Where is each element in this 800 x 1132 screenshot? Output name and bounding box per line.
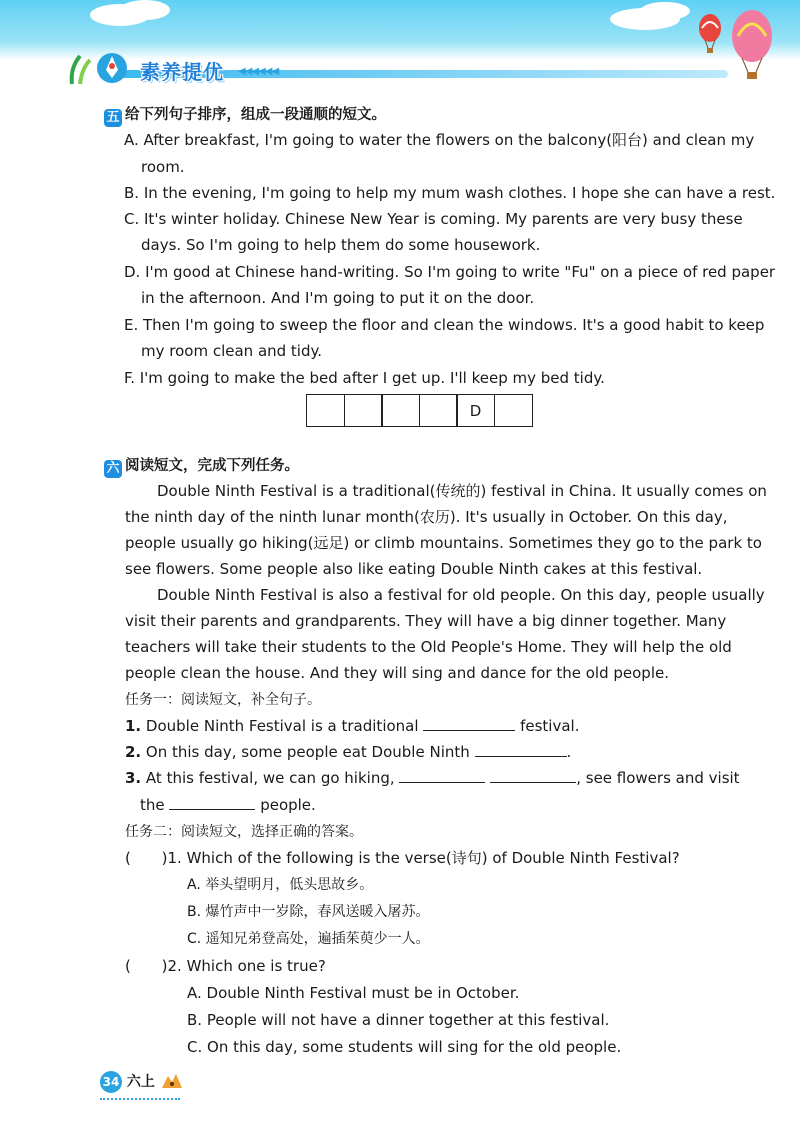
section-banner (68, 56, 728, 82)
rocket-icon (68, 50, 132, 86)
fill-blank[interactable] (169, 795, 255, 810)
q-text: , (576, 769, 581, 787)
item-a-line2: room. (141, 158, 185, 176)
answer-box[interactable] (306, 394, 345, 427)
q-text: . (566, 743, 572, 761)
fill-blank[interactable] (399, 768, 485, 783)
task1-q3-line2 (140, 795, 316, 815)
q-text: On this day, some people eat Double Ninth (145, 743, 470, 761)
task2-q1 (125, 848, 680, 868)
passage-line: the ninth day of the ninth lunar month(农历). It's usually in October. On this day, (125, 508, 728, 526)
page-number: 34 (100, 1071, 122, 1093)
fill-blank[interactable] (423, 716, 515, 731)
item-a-line1: A. After breakfast, I'm going to water the flowers on the balcony(阳台) and clean my (124, 131, 755, 149)
option: A. 举头望明月，低头思故乡。 (187, 877, 374, 893)
passage-line: teachers will take their students to the Old People's Home. They will help the old (125, 638, 732, 656)
q-text: At this festival, we can go hiking, (145, 769, 395, 787)
passage-line: Double Ninth Festival is a traditional(传统的) festival in China. It usually comes on (157, 482, 767, 500)
item-c-line2: days. So I'm going to help them do some housework. (141, 236, 541, 254)
q-number: 3. (125, 769, 142, 787)
task1-q3 (125, 768, 740, 788)
cloud-decoration (120, 0, 170, 20)
section5-heading (104, 103, 386, 127)
option: C. 遥知兄弟登高处，遍插茱萸少一人。 (187, 931, 430, 947)
task2-title: 任务二：阅读短文，选择正确的答案。 (125, 824, 363, 840)
cloud-decoration (640, 2, 690, 20)
q-text: the (140, 796, 165, 814)
answer-paren-open[interactable]: ( (125, 849, 131, 867)
section6-badge: 六 (104, 460, 122, 478)
banner-dots: ◀◀◀◀◀◀ (238, 66, 279, 77)
q-text: people. (260, 796, 316, 814)
q-text: festival. (520, 717, 580, 735)
passage-line: people clean the house. And they will sing and dance for the old people. (125, 664, 669, 682)
answer-paren-open[interactable]: ( (125, 957, 131, 975)
passage-line: see flowers. Some people also like eating Double Ninth cakes at this festival. (125, 560, 703, 578)
item-b-line1: B. In the evening, I'm going to help my mum wash clothes. I hope she can have a rest. (124, 184, 776, 202)
section5-badge: 五 (104, 109, 122, 127)
answer-box[interactable] (494, 394, 533, 427)
passage-line: Double Ninth Festival is also a festival for old people. On this day, people usually (157, 586, 765, 604)
section5-instruction: 给下列句子排序，组成一段通顺的短文。 (125, 107, 386, 123)
q-text: Which one is true? (186, 957, 326, 975)
task2-q2 (125, 956, 326, 976)
option: A. Double Ninth Festival must be in October. (187, 984, 520, 1002)
item-e-line1: E. Then I'm going to sweep the floor and clean the windows. It's a good habit to keep (124, 316, 765, 334)
task1-title: 任务一：阅读短文，补全句子。 (125, 692, 321, 708)
banner-title: 素养提优 (140, 60, 224, 84)
footer-dash-line (100, 1098, 180, 1100)
answer-box[interactable] (381, 394, 420, 427)
q-number: 2. (125, 743, 142, 761)
answer-box[interactable]: D (456, 394, 495, 427)
item-f-line1: F. I'm going to make the bed after I get up. I'll keep my bed tidy. (124, 369, 605, 387)
passage-line: visit their parents and grandparents. They will have a big dinner together. Many (125, 612, 727, 630)
section6-instruction: 阅读短文，完成下列任务。 (125, 458, 299, 474)
q-text: Which of the following is the verse(诗句) of Double Ninth Festival? (186, 849, 680, 867)
grade-label: 六上 (126, 1074, 155, 1090)
answer-box[interactable] (419, 394, 458, 427)
q-number: 1. (125, 717, 142, 735)
item-d-line2: in the afternoon. And I'm going to put it on the door. (141, 289, 535, 307)
item-e-line2: my room clean and tidy. (141, 342, 323, 360)
fill-blank[interactable] (490, 768, 576, 783)
item-c-line1: C. It's winter holiday. Chinese New Year is coming. My parents are very busy these (124, 210, 743, 228)
item-d-line1: D. I'm good at Chinese hand-writing. So I'm going to write "Fu" on a piece of red paper (124, 263, 776, 281)
q-text: see flowers and visit (585, 769, 740, 787)
answer-box[interactable] (344, 394, 383, 427)
task1-q2 (125, 742, 571, 762)
answer-boxes (306, 394, 533, 427)
fox-icon (160, 1070, 184, 1090)
q-text: Double Ninth Festival is a traditional (145, 717, 419, 735)
answer-paren-close: )1. (161, 849, 182, 867)
page-footer (100, 1070, 184, 1093)
fill-blank[interactable] (475, 742, 567, 757)
option: B. People will not have a dinner together at this festival. (187, 1011, 610, 1029)
answer-paren-close: )2. (161, 957, 182, 975)
passage-line: people usually go hiking(远足) or climb mountains. Sometimes they go to the park to (125, 534, 762, 552)
task1-q1 (125, 716, 579, 736)
section6-heading (104, 454, 299, 478)
option: C. On this day, some students will sing for the old people. (187, 1038, 622, 1056)
option: B. 爆竹声中一岁除，春风送暖入屠苏。 (187, 904, 430, 920)
